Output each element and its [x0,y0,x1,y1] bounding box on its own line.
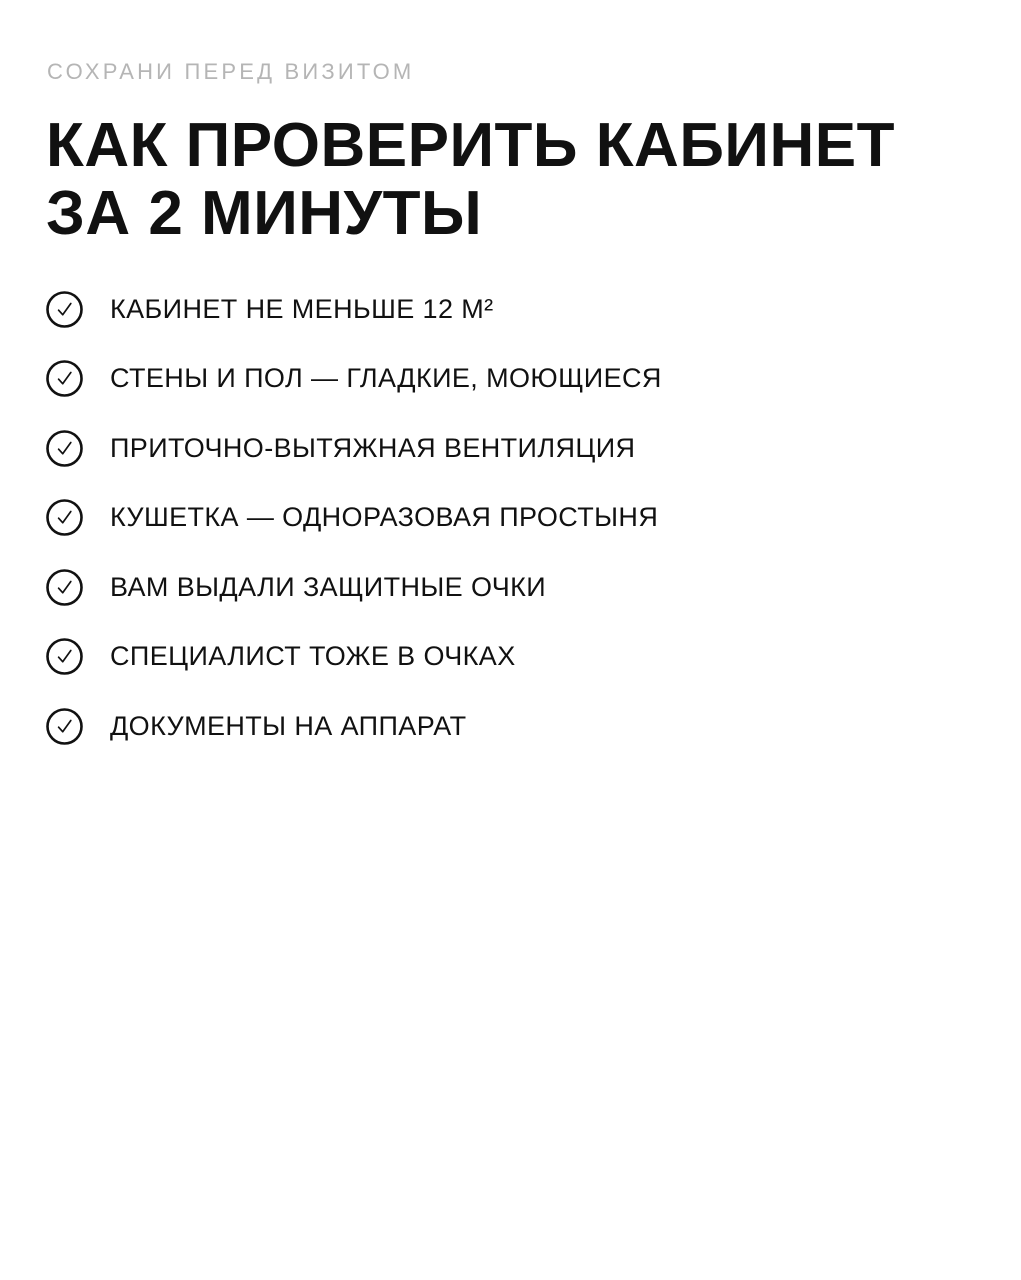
checklist-item-label: КУШЕТКА — ОДНОРАЗОВАЯ ПРОСТЫНЯ [110,502,659,532]
list-item [46,634,976,680]
checklist-item-label: СПЕЦИАЛИСТ ТОЖЕ В ОЧКАХ [110,641,516,671]
checklist-item-label: ВАМ ВЫДАЛИ ЗАЩИТНЫЕ ОЧКИ [110,571,547,602]
checklist [46,286,976,773]
check-circle-icon [46,360,83,397]
checklist-item-label: ДОКУМЕНТЫ НА АППАРАТ [110,710,467,741]
check-circle-icon [46,430,83,467]
list-item [46,425,976,471]
list-item [46,495,976,541]
checklist-item-label: КАБИНЕТ НЕ МЕНЬШЕ 12 М² [110,293,494,324]
check-circle-icon [46,638,83,675]
page-title [46,112,986,248]
check-circle-icon [46,291,83,328]
checklist-item-label: ПРИТОЧНО-ВЫТЯЖНАЯ ВЕНТИЛЯЦИЯ [110,432,636,463]
check-circle-icon [46,499,83,536]
page-title-line-2: ЗА 2 МИНУТЫ [46,179,483,248]
list-item [46,356,976,402]
check-circle-icon [46,569,83,606]
list-item [46,703,976,749]
checklist-item-label: СТЕНЫ И ПОЛ — ГЛАДКИЕ, МОЮЩИЕСЯ [110,363,662,393]
list-item [46,286,976,332]
check-circle-icon [46,708,83,745]
list-item [46,564,976,610]
eyebrow-label: СОХРАНИ ПЕРЕД ВИЗИТОМ [47,59,415,84]
page-title-line-1: КАК ПРОВЕРИТЬ КАБИНЕТ [46,111,895,180]
